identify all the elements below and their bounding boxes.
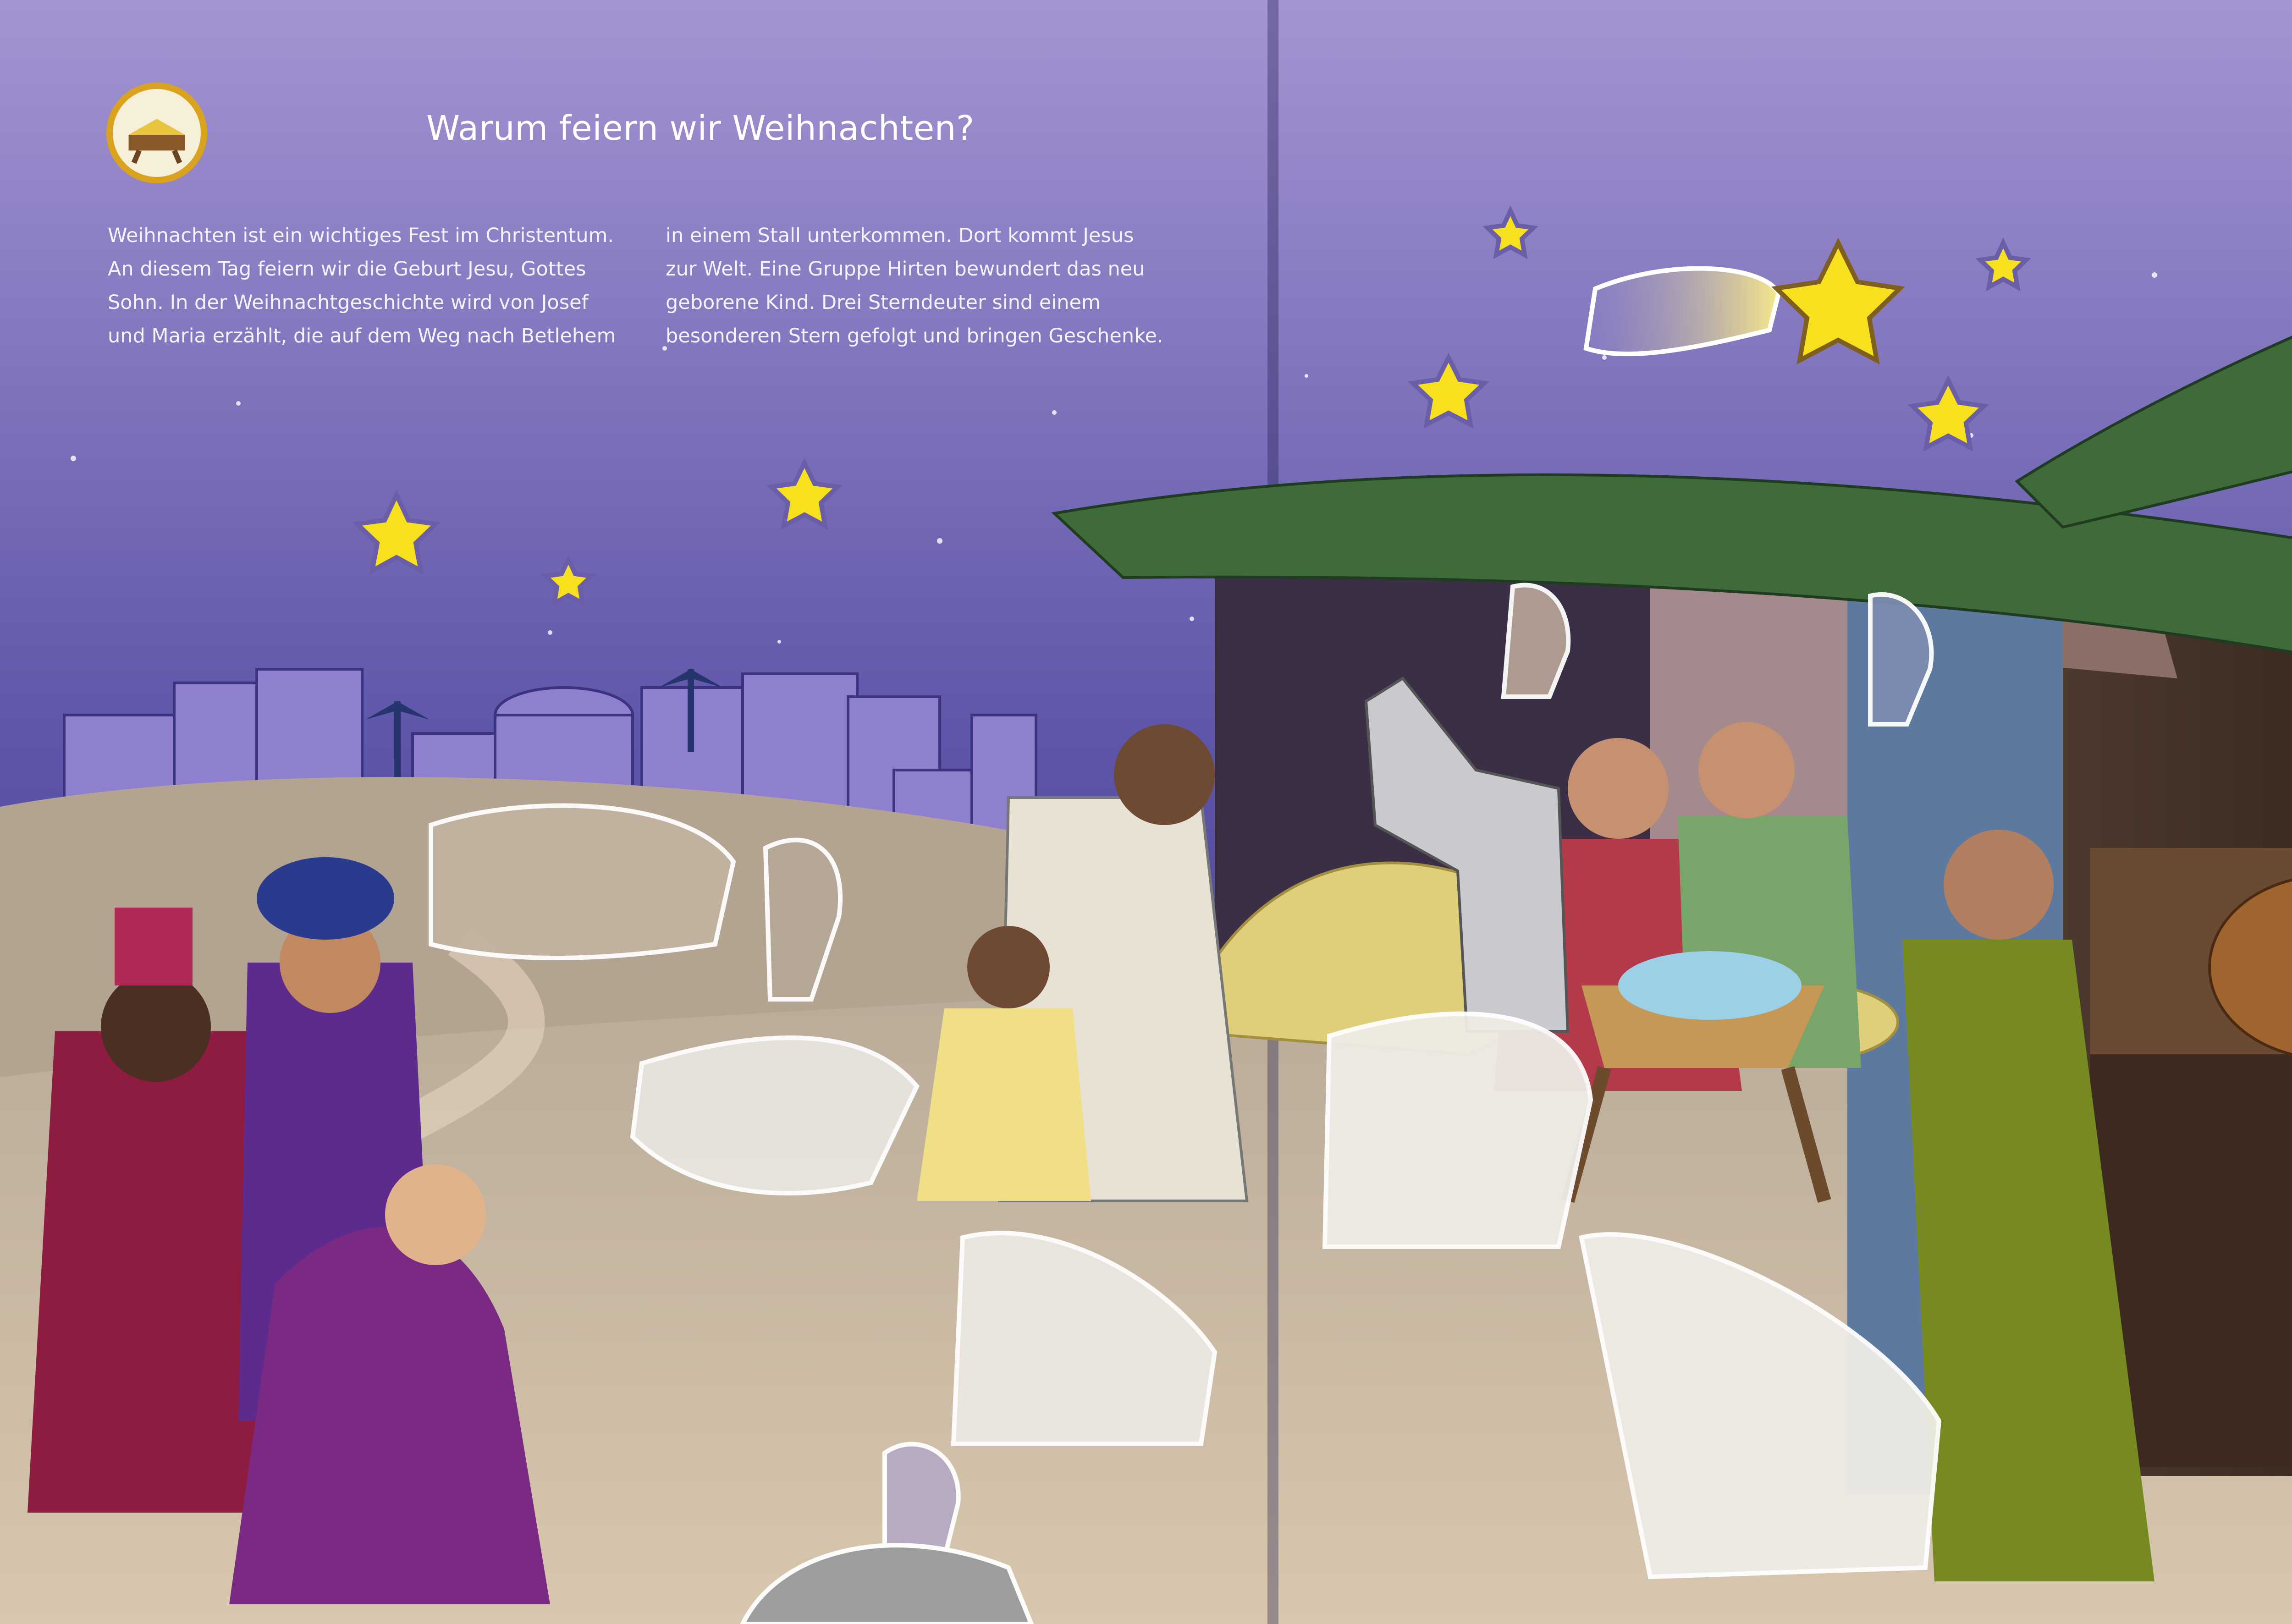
text-line: Weihnachten ist ein wichtiges Fest im Christentum. [108, 224, 614, 247]
text-column-left [108, 219, 658, 353]
text-column-right [666, 219, 1216, 353]
chapter-badge [106, 83, 207, 183]
page-title: Warum feiern wir Weihnachten? [426, 109, 975, 148]
sticker-sheep-running [633, 1038, 917, 1193]
sticker-camels [431, 806, 733, 958]
text-line: geborene Kind. Drei Sterndeuter sind einem [666, 291, 1101, 314]
text-line: in einem Stall unterkommen. Dort kommt Jesus [666, 224, 1134, 247]
text-line: Sohn. In der Weihnachtgeschichte wird von Josef [108, 291, 589, 314]
sticker-sheep-standing [1325, 1014, 1591, 1247]
text-line: und Maria erzählt, die auf dem Weg nach Betlehem [108, 325, 616, 347]
text-line: An diesem Tag feiern wir die Geburt Jesu, Gottes [108, 258, 586, 281]
manger-icon [113, 89, 201, 177]
text-line: besonderen Stern gefolgt und bringen Geschenke. [666, 325, 1163, 347]
text-line: zur Welt. Eine Gruppe Hirten bewundert das neu [666, 258, 1145, 281]
